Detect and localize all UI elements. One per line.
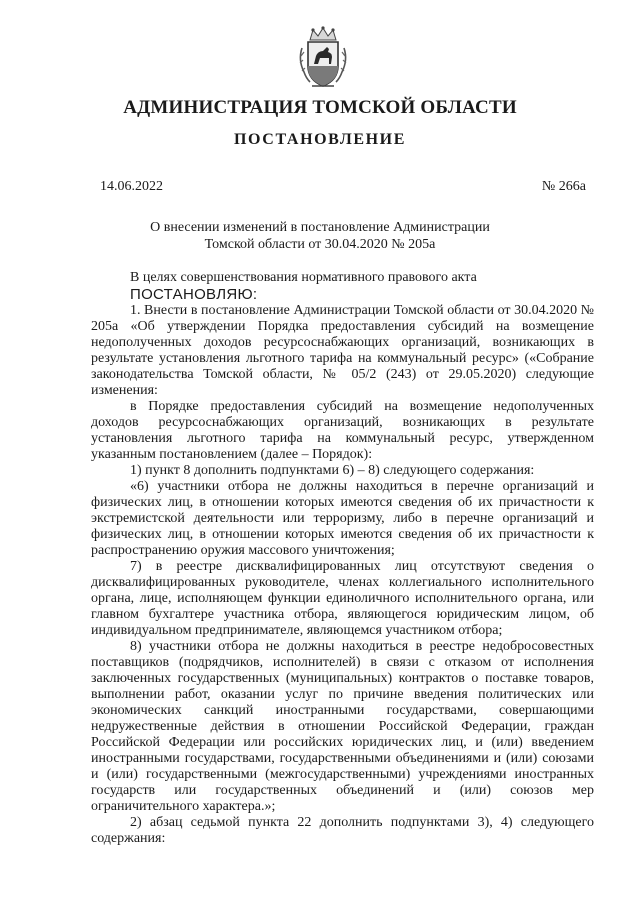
paragraph-item-1: 1. Внести в постановление Администрации Томской области от 30.04.2020 № 205а «Об утверждении Порядка предоставления субсидий на возмещение недополученных доходов ресурсоснабжающих организаций, возникающих в результате установления льготного тарифа на коммунальный ресурс» («Собрание законодательства Томской области, № 05/2 (243) от 29.05.2020) следующие изменения: [91,303,594,398]
document-type-title: ПОСТАНОВЛЕНИЕ [234,131,406,148]
document-date: 14.06.2022 [100,179,163,194]
organization-title: АДМИНИСТРАЦИЯ ТОМСКОЙ ОБЛАСТИ [123,97,517,118]
paragraph-subpoint-7: 7) в реестре дисквалифицированных лиц отсутствуют сведения о дисквалифицированных руководителе, членах коллегиального исполнительного органа, лице, исполняющем функции единоличного исполнительного органа, или главном бухгалтере участника отбора, являющегося юридическим лицом, об индивидуальном предпринимателе, являющемся участником отбора; [91,559,594,638]
preamble-paragraph: В целях совершенствования нормативного правового акта [130,270,477,285]
document-body [91,270,594,847]
paragraph-subpoint-8: 8) участники отбора не должны находиться в реестре недобросовестных поставщиков (подрядчиков, исполнителей) в связи с отказом от исполнения заключенных государственных (муниципальных) контрактов о поставке товаров, выполнении работ, оказании услуг по причине введения политических или экономических санкций иностранными государствами, совершающими недружественные действия в отношении Российской Федерации, граждан Российской Федерации или российских юридических лиц, и (или) введением иностранными государствами, государственными объединениями и (или) союзами и (или) государственными (межгосударственными) учреждениями иностранных государств или государственных объединений и (или) союзов мер ограничительного характера.»; [91,639,594,814]
paragraph-subitem-1: 1) пункт 8 дополнить подпунктами 6) – 8) следующего содержания: [130,463,535,478]
subject-line-1: О внесении изменений в постановление Администрации [150,220,490,235]
tomsk-oblast-coat-of-arms-icon [296,26,350,90]
subject-line-2: Томской области от 30.04.2020 № 205а [204,237,436,252]
document-subject [120,219,520,253]
paragraph-subitem-2: 2) абзац седьмой пункта 22 дополнить подпунктами 3), 4) следующего содержания: [91,815,594,846]
paragraph-subpoint-6: «6) участники отбора не должны находиться в перечне организаций и физических лиц, в отношении которых имеются сведения об их причастности к экстремистской деятельности или терроризму, либо в перечне организаций и физических лиц, в отношении которых имеются сведения об их причастности к распространению оружия массового уничтожения; [91,479,594,558]
paragraph-order-reference: в Порядке предоставления субсидий на возмещение недополученных доходов ресурсоснабжающих организаций, возникающих в результате установления льготного тарифа на коммунальный ресурс, утвержденном указанным постановлением (далее – Порядок): [91,399,594,462]
document-number: № 266а [541,179,586,194]
decree-heading: ПОСТАНОВЛЯЮ: [130,286,258,303]
